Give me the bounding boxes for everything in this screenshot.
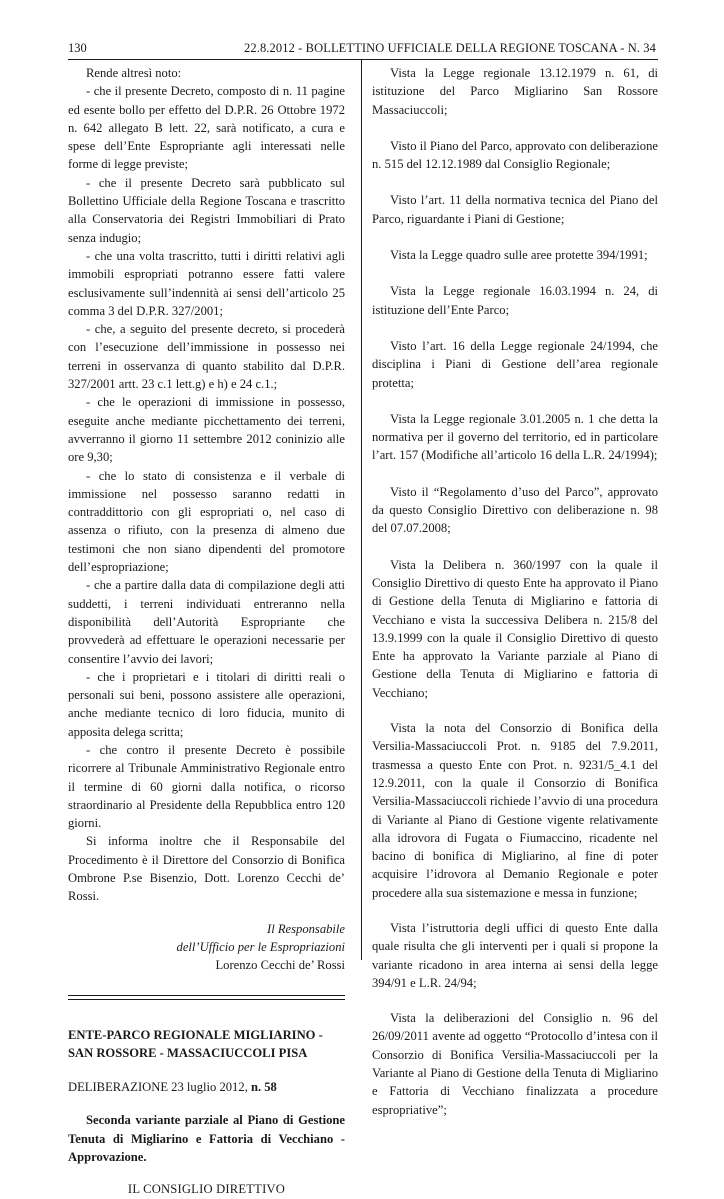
paragraph: Vista la Legge regionale 13.12.1979 n. 61, di istituzione del Parco Migliarino San Rossore Massaciuccoli; <box>372 66 658 117</box>
paragraph: - che le operazioni di immissione in possesso, eseguite anche mediante picchettamento dei terreni, avverranno il giorno 11 settembre 2012 coninizio alle ore 9,30; <box>68 395 345 465</box>
paragraph: Visto l’art. 16 della Legge regionale 24/1994, che disciplina i Piani di Gestione dell’area regionale protetta; <box>372 338 658 390</box>
paragraph: - che contro il presente Decreto è possibile ricorrere al Tribunale Amministrativo Regionale entro il termine di 60 giorni dalla notifica, o ricorso straordinario al Presidente della Repubblica entro 120 giorni. <box>68 742 345 831</box>
deliberation-date: DELIBERAZIONE 23 luglio 2012, <box>68 1080 251 1095</box>
deliberation-line <box>68 1078 345 1096</box>
paragraph: Vista la deliberazioni del Consiglio n. 96 del 26/09/2011 avente ad oggetto “Protocollo d’intesa con il Consorzio di Bonifica Versilia-Massaciuccoli per la Variante al Piano di Gestione della Tenuta di Migliarino e Fattoria di Vecchiano finalizzata a procedure espropriative”; <box>372 1011 658 1117</box>
paragraph: Visto l’art. 11 della normativa tecnica del Piano del Parco, riguardante i Piani di Gestione; <box>372 193 658 226</box>
council-heading: IL CONSIGLIO DIRETTIVO <box>127 1182 286 1197</box>
paragraph: Vista la Legge quadro sulle aree protette 394/1991; <box>390 248 648 263</box>
paragraph: - che il presente Decreto sarà pubblicato sul Bollettino Ufficiale della Regione Toscana e trascritto alla Conservatoria dei Registri Immobiliari di Prato senza indugio; <box>68 175 345 245</box>
signature-block <box>68 920 345 975</box>
page-number: 130 <box>68 41 87 55</box>
signature-office: dell’Ufficio per le Espropriazioni <box>176 939 345 954</box>
left-column <box>68 64 345 1199</box>
paragraph: - che il presente Decreto, composto di n. 11 pagine ed esente bollo per effetto del D.P.R. 26 Ottobre 1972 n. 642 allegato B lett. 22, sarà notificato, a cura e spese dell’Ente Espropriante agli interessati nelle forme di legge previste; <box>68 84 345 172</box>
section-separator <box>68 995 345 1000</box>
paragraph: Vista la nota del Consorzio di Bonifica della Versilia-Massaciuccoli Prot. n. 9185 del 7.9.2011, trasmessa a questo Ente con Prot. n. 9231/5_4.1 del 12.9.2011, con la quale il Consorzio di Bonifica Versilia-Massaciuccoli richiede l’avvio di una procedura di Variante al Piano di Gestione vigente relativamente alla idrovora di Fugata o Fiumaccino, ricadente nel bacino di bonifica di Migliarino, al fine di poter acquisire l’idrovora al Demanio Regionale e poter procedere alla sua sistemazione e messa in funzione; <box>372 721 658 900</box>
header-rule <box>68 59 658 60</box>
right-column <box>372 64 658 1136</box>
paragraph: - che lo stato di consistenza e il verbale di immissione nel possesso saranno redatti in contraddittorio con gli espropriati o, nel caso di assenza o rifiuto, con la presenza di almeno due testimoni che non siano dipendenti del promotore dell’espropriazione; <box>68 468 345 575</box>
paragraph: Vista la Legge regionale 3.01.2005 n. 1 che detta la normativa per il governo del territorio, ed in particolare l’art. 157 (Modifiche all’articolo 16 della L.R. 24/1994); <box>372 411 658 463</box>
signature-name: Lorenzo Cecchi de’ Rossi <box>215 958 345 973</box>
paragraph: Rende altresì noto: <box>86 66 182 80</box>
paragraph: Vista l’istruttoria degli uffici di questo Ente dalla quale risulta che gli interventi per i quali si propone la variante ricadono in area interna ai sensi della legge 394/91 e L.R. 24/94; <box>372 920 658 990</box>
running-title: 22.8.2012 - BOLLETTINO UFFICIALE DELLA REGIONE TOSCANA - N. 34 <box>244 41 656 55</box>
deliberation-number: n. 58 <box>250 1080 277 1095</box>
paragraph: Visto il Piano del Parco, approvato con deliberazione n. 515 del 12.12.1989 dal Consiglio Regionale; <box>372 138 658 172</box>
page-header <box>68 38 656 58</box>
paragraph: - che una volta trascritto, tutti i diritti relativi agli immobili espropriati potranno essere fatti valere esclusivamente sull’indennità ai sensi dell’articolo 25 comma 3 del D.P.R. 327/2001; <box>68 248 345 318</box>
paragraph: - che i proprietari e i titolari di diritti reali o personali sui beni, possono assistere alle operazioni, anche mediante tecnico di loro fiducia, munito di apposita delega scritta; <box>68 669 345 739</box>
signature-role: Il Responsabile <box>267 921 345 936</box>
deliberation-subject: Seconda variante parziale al Piano di Gestione Tenuta di Migliarino e Fattoria di Vecchiano - Approvazione. <box>68 1113 345 1165</box>
issuer-title: ENTE-PARCO REGIONALE MIGLIARINO - SAN ROSSORE - MASSACIUCCOLI PISA <box>68 1027 323 1060</box>
paragraph: Visto il “Regolamento d’uso del Parco”, approvato da questo Consiglio Direttivo con deliberazione n. 98 del 07.07.2008; <box>372 484 658 536</box>
paragraph: Vista la Delibera n. 360/1997 con la quale il Consiglio Direttivo di questo Ente ha approvato il Piano di Gestione della Tenuta di Migliarino e fattoria di Vecchiano e vista la successiva Delibera n. 215/8 del 13.9.1999 con la quale il Consiglio Direttivo di questo Ente ha approvato la Variante parziale al Piano di Gestione della Tenuta di Migliarino e fattoria di Vecchiano; <box>372 557 658 700</box>
column-divider <box>361 60 362 960</box>
paragraph: Si informa inoltre che il Responsabile del Procedimento è il Direttore del Consorzio di Bonifica Ombrone P.se Bisenzio, Dott. Lorenzo Cecchi de’ Rossi. <box>68 834 345 904</box>
paragraph: - che a partire dalla data di compilazione degli atti suddetti, i terreni individuati entreranno nella disponibilità dell’Autorità Espropriante che provvederà ad effettuare le operazioni necessarie per consentire l’avvio dei lavori; <box>68 578 345 666</box>
paragraph: Vista la Legge regionale 16.03.1994 n. 24, di istituzione dell’Ente Parco; <box>372 284 658 317</box>
paragraph: - che, a seguito del presente decreto, si procederà con l’esecuzione dell’immissione in possesso nei terreni in osservanza di quanto stabilito dal D.P.R. 327/2001 artt. 23 c.1 lett.g) e h) e 24 c.1.; <box>68 322 345 392</box>
